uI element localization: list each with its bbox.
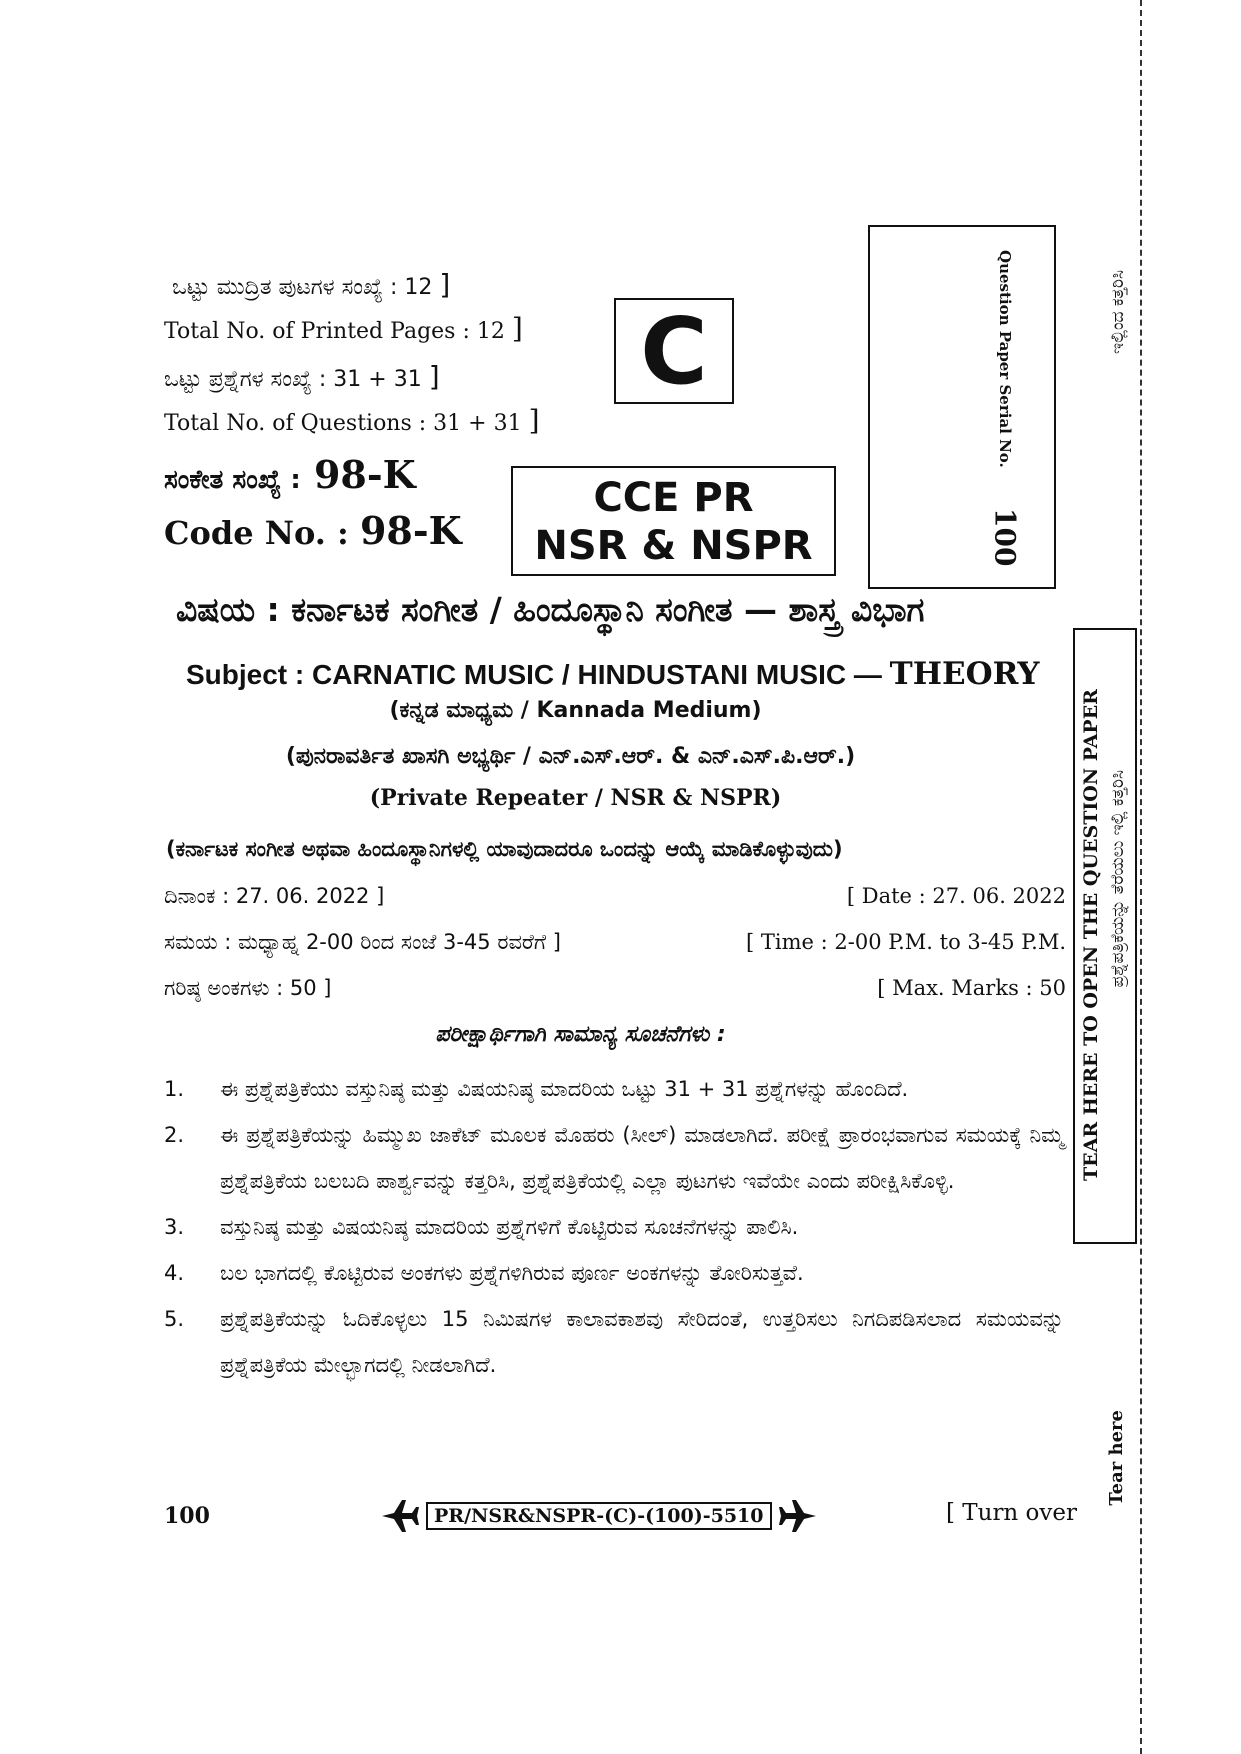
questions-count-en: Total No. of Questions : 31 + 31 ] — [164, 404, 540, 437]
instruction-item: 5. ಪ್ರಶ್ನೆಪತ್ರಿಕೆಯನ್ನು ಓದಿಕೊಳ್ಳಲು 15 ನಿಮಿಷಗಳ ಕಾಲಾವಕಾಶವು ಸೇರಿದಂತೆ, ಉತ್ತರಿಸಲು ನಿಗದಿಪಡಿಸಲಾದ ಸಮಯವನ್ನು ಪ್ರಶ್ನೆಪತ್ರಿಕೆಯ ಮೇಲ್ಭಾಗದಲ್ಲಿ ನೀಡಲಾಗಿದೆ. — [164, 1307, 1064, 1377]
time-kn: ಸಮಯ : ಮಧ್ಯಾಹ್ನ 2-00 ರಿಂದ ಸಂಜೆ 3-45 ರವರೆಗೆ ] — [164, 930, 561, 954]
marks-row — [164, 976, 1066, 1001]
marks-en: [ Max. Marks : 50 — [877, 976, 1066, 1000]
paper-code-group — [380, 1498, 818, 1534]
candidate-type-en: (Private Repeater / NSR & NSPR) — [369, 785, 782, 811]
serial-label: Question Paper Serial No. — [996, 250, 1014, 468]
exam-type-line1: CCE PR — [593, 475, 754, 521]
turn-over-label: [ Turn over — [946, 1500, 1078, 1526]
choice-instruction: (ಕರ್ನಾಟಕ ಸಂಗೀತ ಅಥವಾ ಹಿಂದೂಸ್ಥಾನಿಗಳಲ್ಲಿ ಯಾವುದಾದರೂ ಒಂದನ್ನು ಆಯ್ಕೆ ಮಾಡಿಕೊಳ್ಳುವುದು) — [166, 837, 843, 861]
date-en: [ Date : 27. 06. 2022 — [846, 884, 1066, 908]
questions-count-kn: ಒಟ್ಟು ಪ್ರಶ್ನೆಗಳ ಸಂಖ್ಯೆ : 31 + 31 ] — [164, 360, 440, 393]
airplane-right-icon — [778, 1498, 818, 1534]
tear-label-kn-top: ಇಲ್ಲಿಂದ ಕತ್ತರಿಸಿ — [1108, 270, 1128, 354]
tear-here-label: Tear here — [1106, 1410, 1127, 1506]
tear-dashed-line — [1140, 0, 1142, 1754]
date-row — [164, 884, 1066, 909]
tear-label-kn: ಪ್ರಶ್ನೆಪತ್ರಿಕೆಯನ್ನು ತೆರೆಯಲು ಇಲ್ಲಿ ಕತ್ತರಿಸಿ — [1108, 770, 1128, 988]
serial-number-box — [868, 225, 1056, 589]
instruction-item: 1. ಈ ಪ್ರಶ್ನೆಪತ್ರಿಕೆಯು ವಸ್ತುನಿಷ್ಠ ಮತ್ತು ವಿಷಯನಿಷ್ಠ ಮಾದರಿಯ ಒಟ್ಟು 31 + 31 ಪ್ರಶ್ನೆಗಳನ್ನು ಹೊಂದಿದೆ. — [164, 1077, 909, 1101]
time-en: [ Time : 2-00 P.M. to 3-45 P.M. — [746, 930, 1066, 954]
medium-line: (ಕನ್ನಡ ಮಾಧ್ಯಮ / Kannada Medium) — [389, 698, 762, 723]
paper-code: PR/NSR&NSPR-(C)-(100)-5510 — [426, 1502, 772, 1530]
candidate-type-kn: (ಪುನರಾವರ್ತಿತ ಖಾಸಗಿ ಅಭ್ಯರ್ಥಿ / ಎನ್.ಎಸ್.ಆರ್. & ಎನ್.ಎಸ್.ಪಿ.ಆರ್.) — [285, 744, 856, 769]
exam-type-line2: NSR & NSPR — [534, 523, 813, 569]
instruction-item: 3. ವಸ್ತುನಿಷ್ಠ ಮತ್ತು ವಿಷಯನಿಷ್ಠ ಮಾದರಿಯ ಪ್ರಶ್ನೆಗಳಿಗೆ ಕೊಟ್ಟಿರುವ ಸೂಚನೆಗಳನ್ನು ಪಾಲಿಸಿ. — [164, 1215, 799, 1239]
time-row — [164, 930, 1066, 955]
subject-kn: ವಿಷಯ : ಕರ್ನಾಟಕ ಸಂಗೀತ / ಹಿಂದೂಸ್ಥಾನಿ ಸಂಗೀತ — ಶಾಸ್ತ್ರ ವಿಭಾಗ — [176, 590, 925, 629]
airplane-left-icon — [380, 1498, 420, 1534]
code-number-en: Code No. : 98-K — [164, 508, 462, 553]
tear-label-en: TEAR HERE TO OPEN THE QUESTION PAPER — [1080, 689, 1102, 1181]
subject-en: Subject : CARNATIC MUSIC / HINDUSTANI MUSIC — THEORY — [186, 656, 1040, 692]
code-number-kn: ಸಂಕೇತ ಸಂಖ್ಯೆ : 98-K — [164, 452, 416, 497]
page-code: 100 — [164, 1503, 210, 1529]
printed-pages-kn: ಒಟ್ಟು ಮುದ್ರಿತ ಪುಟಗಳ ಸಂಖ್ಯೆ : 12 ] — [172, 268, 451, 301]
printed-pages-en: Total No. of Printed Pages : 12 ] — [164, 312, 523, 345]
marks-kn: ಗರಿಷ್ಠ ಅಂಕಗಳು : 50 ] — [164, 976, 332, 1000]
serial-number — [988, 250, 1022, 567]
instruction-item: 4. ಬಲ ಭಾಗದಲ್ಲಿ ಕೊಟ್ಟಿರುವ ಅಂಕಗಳು ಪ್ರಶ್ನೆಗಳಿಗಿರುವ ಪೂರ್ಣ ಅಂಕಗಳನ್ನು ತೋರಿಸುತ್ತವೆ. — [164, 1261, 804, 1285]
serial-value: 100 — [988, 507, 1022, 567]
date-kn: ದಿನಾಂಕ : 27. 06. 2022 ] — [164, 884, 385, 908]
exam-type-box — [511, 466, 836, 576]
version-letter-box — [614, 298, 734, 404]
instruction-item: 2. ಈ ಪ್ರಶ್ನೆಪತ್ರಿಕೆಯನ್ನು ಹಿಮ್ಮುಖ ಜಾಕೆಟ್ ಮೂಲಕ ಮೊಹರು (ಸೀಲ್) ಮಾಡಲಾಗಿದೆ. ಪರೀಕ್ಷೆ ಪ್ರಾರಂಭವಾಗುವ ಸಮಯಕ್ಕೆ ನಿಮ್ಮ ಪ್ರಶ್ನೆಪತ್ರಿಕೆಯ ಬಲಬದಿ ಪಾರ್ಶ್ವವನ್ನು ಕತ್ತರಿಸಿ, ಪ್ರಶ್ನೆಪತ್ರಿಕೆಯಲ್ಲಿ ಎಲ್ಲಾ ಪುಟಗಳು ಇವೆಯೇ ಎಂದು ಪರೀಕ್ಷಿಸಿಕೊಳ್ಳಿ. — [164, 1123, 1064, 1193]
instructions-heading: ಪರೀಕ್ಷಾರ್ಥಿಗಾಗಿ ಸಾಮಾನ್ಯ ಸೂಚನೆಗಳು : — [435, 1022, 726, 1047]
version-letter: C — [640, 297, 708, 405]
instructions-list — [164, 1066, 1064, 1388]
